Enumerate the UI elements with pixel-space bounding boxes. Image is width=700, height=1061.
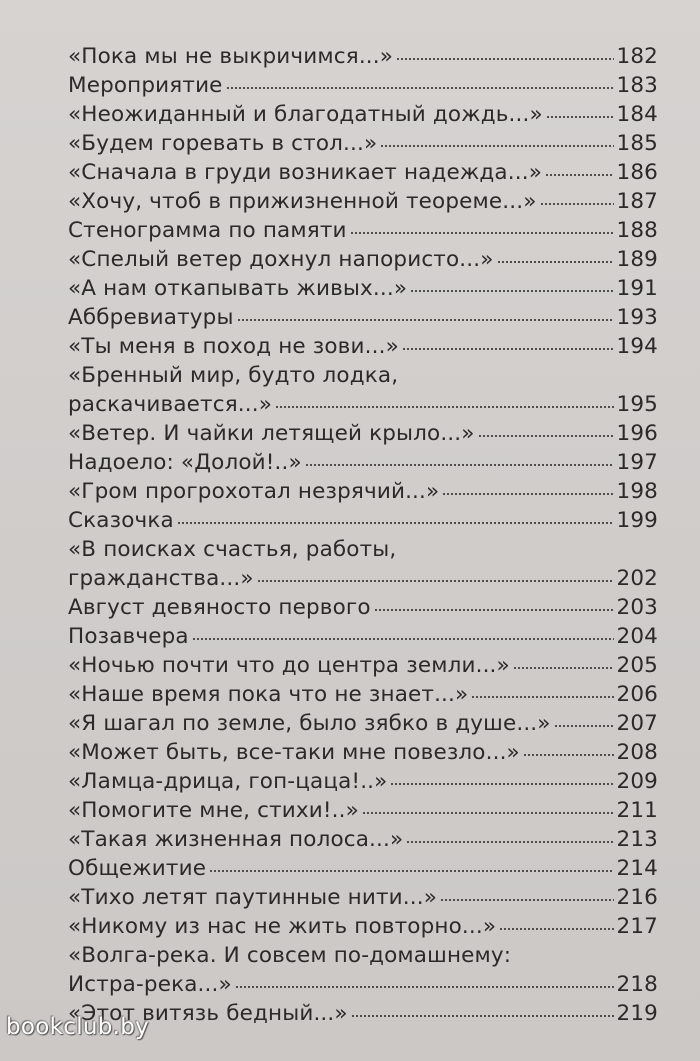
- dot-leader: [442, 490, 613, 498]
- toc-entry: [68, 825, 658, 854]
- toc-entry: [68, 796, 658, 825]
- toc-entry-page-number: 207: [616, 711, 658, 736]
- toc-entry: [68, 622, 658, 651]
- toc-entry-page-number: 182: [616, 44, 658, 69]
- dot-leader: [545, 171, 614, 179]
- toc-entry-page-number: 195: [616, 392, 658, 417]
- toc-entry-line: [68, 651, 658, 680]
- toc-entry-page-number: 214: [616, 856, 658, 881]
- toc-entry-title: «Тихо летят паутинные нити...»: [68, 885, 438, 910]
- toc-entry-title-line: «Бренный мир, будто лодка,: [68, 363, 399, 388]
- toc-entry: [68, 709, 658, 738]
- toc-entry-line: [68, 622, 658, 651]
- toc-entry-title: «Пока мы не выкричимся...»: [68, 44, 394, 69]
- toc-entry-title: раскачивается...»: [68, 392, 273, 417]
- toc-entry-title: «Может быть, все-таки мне повезло...»: [68, 740, 520, 765]
- toc-entry: [68, 941, 658, 999]
- toc-entry-page-number: 191: [616, 276, 658, 301]
- dot-leader: [226, 84, 614, 92]
- dot-leader: [237, 316, 614, 324]
- toc-entry-line: [68, 593, 658, 622]
- toc-entry-title: «Ветер. И чайки летящей крыло...»: [68, 421, 475, 446]
- toc-entry-line: [68, 999, 658, 1028]
- toc-entry-title: «Ламца-дрица, гоп-цаца!..»: [68, 769, 388, 794]
- toc-entry: [68, 680, 658, 709]
- toc-entry-line: [68, 42, 658, 71]
- dot-leader: [350, 229, 614, 237]
- toc-entry-title: «Никому из нас не жить повторно...»: [68, 914, 497, 939]
- toc-entry-line: [68, 390, 658, 419]
- toc-entry: [68, 216, 658, 245]
- watermark: bookclub.by: [6, 1014, 150, 1040]
- toc-entry-page-number: 187: [616, 189, 658, 214]
- toc-entry-line: [68, 680, 658, 709]
- toc-entry-page-number: 216: [616, 885, 658, 910]
- toc-entry: [68, 100, 658, 129]
- toc-entry-line: [68, 100, 658, 129]
- toc-entry: [68, 767, 658, 796]
- toc-entry: [68, 158, 658, 187]
- dot-leader: [497, 258, 614, 266]
- toc-entry: [68, 651, 658, 680]
- toc-entry-line: [68, 738, 658, 767]
- toc-entry-title: гражданства...»: [68, 566, 254, 591]
- toc-entry-page-number: 186: [616, 160, 658, 185]
- toc-entry: [68, 332, 658, 361]
- dot-leader: [523, 751, 614, 759]
- toc-entry-page-number: 213: [616, 827, 658, 852]
- toc-entry-page-number: 188: [616, 218, 658, 243]
- toc-entry-page-number: 185: [616, 131, 658, 156]
- toc-entry: [68, 71, 658, 100]
- toc-entry-page-number: 206: [616, 682, 658, 707]
- dot-leader: [499, 925, 613, 933]
- toc-entry: [68, 738, 658, 767]
- toc-entry-page-number: 205: [616, 653, 658, 678]
- toc-entry-page-number: 196: [616, 421, 658, 446]
- toc-entry-title: «Неожиданный и благодатный дождь...»: [68, 102, 543, 127]
- toc-entry-title-line: «Волга-река. И совсем по-домашнему:: [68, 943, 512, 968]
- toc-entry: [68, 187, 658, 216]
- toc-entry-line: [68, 506, 658, 535]
- toc-entry: [68, 361, 658, 419]
- toc-entry: [68, 535, 658, 593]
- toc-entry-line: [68, 216, 658, 245]
- toc-entry-page-number: 219: [616, 1001, 658, 1026]
- toc-entry: [68, 506, 658, 535]
- toc-entry-line: [68, 854, 658, 883]
- dot-leader: [440, 896, 613, 904]
- toc-entry-title: Позавчера: [68, 624, 189, 649]
- dot-leader: [351, 1012, 614, 1020]
- toc-entry-line: [68, 883, 658, 912]
- toc-entry-page-number: 208: [616, 740, 658, 765]
- toc-entry: [68, 419, 658, 448]
- toc-entry: [68, 912, 658, 941]
- toc-entry-page-number: 183: [616, 73, 658, 98]
- dot-leader: [402, 345, 614, 353]
- dot-leader: [540, 200, 614, 208]
- dot-leader: [257, 577, 614, 585]
- toc-entry-page-number: 211: [616, 798, 658, 823]
- toc-entry: [68, 477, 658, 506]
- toc-entry-title: Надоело: «Долой!..»: [68, 450, 302, 475]
- dot-leader: [390, 780, 613, 788]
- toc-entry-line: [68, 477, 658, 506]
- toc-entry-title: Аббревиатуры: [68, 305, 234, 330]
- toc-entry: [68, 883, 658, 912]
- toc-entry-title: «Спелый ветер дохнул напористо...»: [68, 247, 494, 272]
- dot-leader: [471, 693, 613, 701]
- toc-entry-title: «Этот витязь бедный...»: [68, 1001, 348, 1026]
- toc-entry-line: [68, 767, 658, 796]
- toc-entry-line: [68, 709, 658, 738]
- table-of-contents: [68, 42, 658, 1028]
- dot-leader: [192, 635, 614, 643]
- toc-entry-page-number: 194: [616, 334, 658, 359]
- toc-entry-title: Август девяносто первого: [68, 595, 371, 620]
- toc-entry-page-number: 193: [616, 305, 658, 330]
- toc-entry-page-number: 202: [616, 566, 658, 591]
- toc-entry-title: «Такая жизненная полоса...»: [68, 827, 404, 852]
- toc-entry-page-number: 197: [616, 450, 658, 475]
- toc-entry-title-line: «В поисках счастья, работы,: [68, 537, 397, 562]
- toc-entry-title: «Помогите мне, стихи!..»: [68, 798, 359, 823]
- toc-entry-page-number: 189: [616, 247, 658, 272]
- toc-entry: [68, 593, 658, 622]
- dot-leader: [410, 287, 613, 295]
- toc-entry: [68, 854, 658, 883]
- dot-leader: [362, 809, 614, 817]
- toc-entry-page-number: 209: [616, 769, 658, 794]
- toc-entry-line: [68, 129, 658, 158]
- toc-entry-line: [68, 912, 658, 941]
- toc-entry-line: [68, 825, 658, 854]
- dot-leader: [235, 983, 614, 991]
- toc-entry-line: [68, 158, 658, 187]
- toc-entry: [68, 42, 658, 71]
- toc-entry-line: [68, 796, 658, 825]
- dot-leader: [478, 432, 614, 440]
- toc-entry: [68, 303, 658, 332]
- toc-entry-page-number: 204: [616, 624, 658, 649]
- toc-entry-title: «Хочу, чтоб в прижизненной теореме...»: [68, 189, 537, 214]
- dot-leader: [177, 519, 614, 527]
- toc-entry-title: Общежитие: [68, 856, 207, 881]
- toc-entry-title: Сказочка: [68, 508, 174, 533]
- dot-leader: [380, 142, 613, 150]
- dot-leader: [275, 403, 613, 411]
- toc-entry: [68, 129, 658, 158]
- toc-entry: [68, 999, 658, 1028]
- toc-entry-title: «Ты меня в поход не зови...»: [68, 334, 399, 359]
- dot-leader: [406, 838, 613, 846]
- toc-entry-page-number: 218: [616, 972, 658, 997]
- toc-entry-title: Стенограмма по памяти: [68, 218, 347, 243]
- toc-entry: [68, 274, 658, 303]
- toc-entry-line: [68, 71, 658, 100]
- toc-entry-page-number: 199: [616, 508, 658, 533]
- toc-entry-title: «Будем горевать в стол...»: [68, 131, 378, 156]
- dot-leader: [396, 55, 613, 63]
- toc-entry-line: [68, 448, 658, 477]
- dot-leader: [374, 606, 614, 614]
- toc-entry-title: «Ночью почти что до центра земли...»: [68, 653, 510, 678]
- toc-entry-title: «Гром прогрохотал незрячий...»: [68, 479, 440, 504]
- toc-entry: [68, 448, 658, 477]
- toc-entry-line: [68, 187, 658, 216]
- toc-entry-title: «Наше время пока что не знает...»: [68, 682, 469, 707]
- toc-entry-title: «А нам откапывать живых...»: [68, 276, 408, 301]
- toc-entry: [68, 245, 658, 274]
- toc-entry-line: [68, 303, 658, 332]
- toc-entry-line: [68, 564, 658, 593]
- toc-entry-line: [68, 332, 658, 361]
- dot-leader: [513, 664, 614, 672]
- toc-entry-title: «Сначала в груди возникает надежда...»: [68, 160, 542, 185]
- toc-entry-title: Истра-река...»: [68, 972, 232, 997]
- toc-entry-title: Мероприятие: [68, 73, 223, 98]
- toc-entry-page-number: 203: [616, 595, 658, 620]
- toc-entry-page-number: 198: [616, 479, 658, 504]
- toc-entry-line: [68, 274, 658, 303]
- dot-leader: [554, 722, 614, 730]
- dot-leader: [305, 461, 614, 469]
- toc-entry-page-number: 184: [616, 102, 658, 127]
- toc-entry-page-number: 217: [616, 914, 658, 939]
- dot-leader: [546, 113, 614, 121]
- dot-leader: [209, 867, 613, 875]
- toc-entry-line: [68, 970, 658, 999]
- toc-entry-line: [68, 245, 658, 274]
- toc-entry-title: «Я шагал по земле, было зябко в душе...»: [68, 711, 551, 736]
- toc-entry-line: [68, 419, 658, 448]
